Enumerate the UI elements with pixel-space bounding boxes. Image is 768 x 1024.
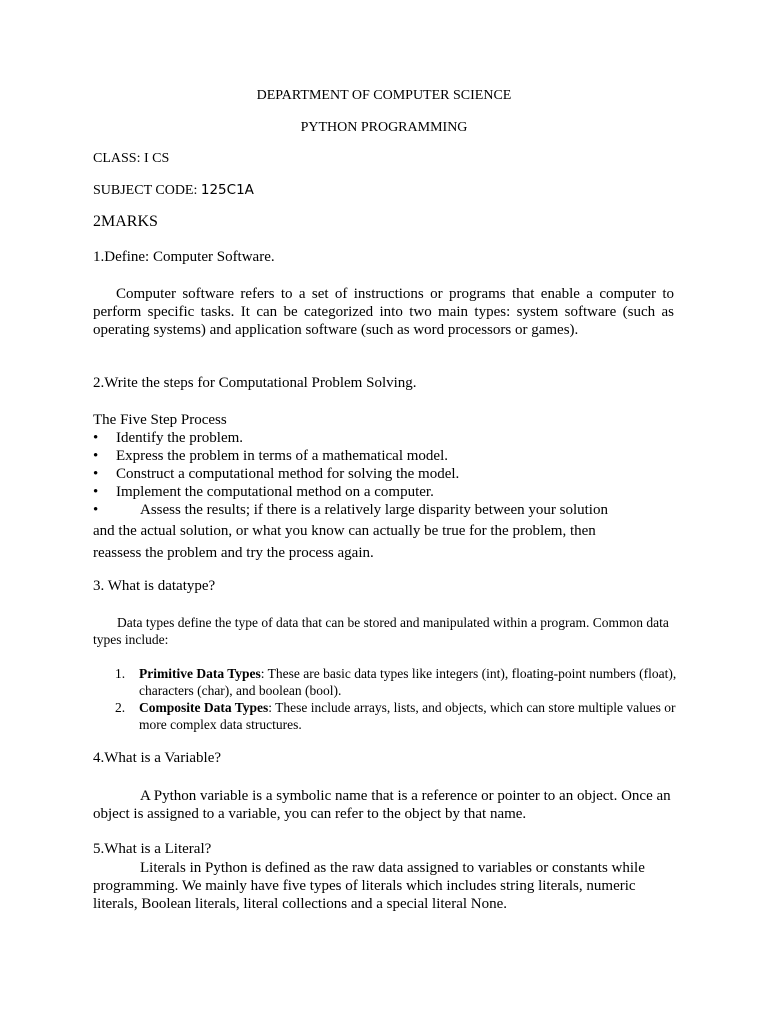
- answer-1: Computer software refers to a set of instructions or programs that enable a computer to perform specific tasks. It can be categorized into two main types: system software (such as operating systems) and application software (such as word processors or games).: [93, 286, 674, 338]
- bullet-icon: •: [93, 484, 99, 500]
- process-intro: The Five Step Process: [93, 412, 227, 428]
- step-item: [93, 502, 608, 519]
- bullet-icon: •: [93, 466, 99, 482]
- bullet-icon: •: [93, 502, 99, 518]
- step-item: [93, 448, 448, 465]
- class-line: CLASS: I CS: [93, 151, 170, 166]
- subject-code-label: SUBJECT CODE:: [93, 183, 201, 198]
- question-1: 1.Define: Computer Software.: [93, 249, 275, 265]
- step-item: [93, 430, 243, 447]
- step-item: [93, 466, 459, 483]
- item-number: 1.: [115, 666, 126, 681]
- department-heading: DEPARTMENT OF COMPUTER SCIENCE: [256, 88, 512, 103]
- step-text: Implement the computational method on a computer.: [116, 484, 434, 500]
- bullet-icon: •: [93, 430, 99, 446]
- step-item: [93, 484, 434, 501]
- subject-code-line: [93, 182, 254, 199]
- item-text: : These are basic data types like integers (int), floating-point numbers (float), characters (char), and boolean (bool).: [139, 666, 677, 698]
- step-text: Construct a computational method for solving the model.: [116, 466, 460, 482]
- question-4: 4.What is a Variable?: [93, 750, 222, 766]
- subject-code-value: 125C1A: [200, 182, 254, 198]
- answer-3: Data types define the type of data that can be stored and manipulated within a program. Common data types include:: [93, 615, 669, 647]
- step-continuation: and the actual solution, or what you know can actually be true for the problem, then: [93, 523, 596, 539]
- datatype-item: [115, 699, 679, 733]
- answer-4: A Python variable is a symbolic name that is a reference or pointer to an object. Once an object is assigned to a variable, you can refer to the object by that name.: [93, 788, 671, 822]
- section-heading: 2MARKS: [93, 213, 158, 230]
- question-5: 5.What is a Literal?: [93, 841, 212, 857]
- bullet-icon: •: [93, 448, 99, 464]
- step-text: Express the problem in terms of a mathematical model.: [116, 448, 448, 464]
- item-term: Primitive Data Types: [139, 666, 261, 681]
- course-heading: PYTHON PROGRAMMING: [300, 120, 468, 135]
- item-text: : These include arrays, lists, and objects, which can store multiple values or more complex data structures.: [139, 700, 676, 732]
- step-continuation: reassess the problem and try the process again.: [93, 545, 374, 561]
- question-2: 2.Write the steps for Computational Problem Solving.: [93, 375, 417, 391]
- item-number: 2.: [115, 700, 126, 715]
- step-text: Identify the problem.: [116, 430, 244, 446]
- question-3: 3. What is datatype?: [93, 578, 216, 594]
- answer-5: Literals in Python is defined as the raw data assigned to variables or constants while programming. We mainly have five types of literals which includes string literals, numeric literals, Boolean literals, literal collections and a special literal None.: [93, 860, 645, 912]
- step-text: Assess the results; if there is a relatively large disparity between your solution: [140, 502, 608, 518]
- item-term: Composite Data Types: [139, 700, 269, 715]
- datatype-item: [115, 665, 679, 699]
